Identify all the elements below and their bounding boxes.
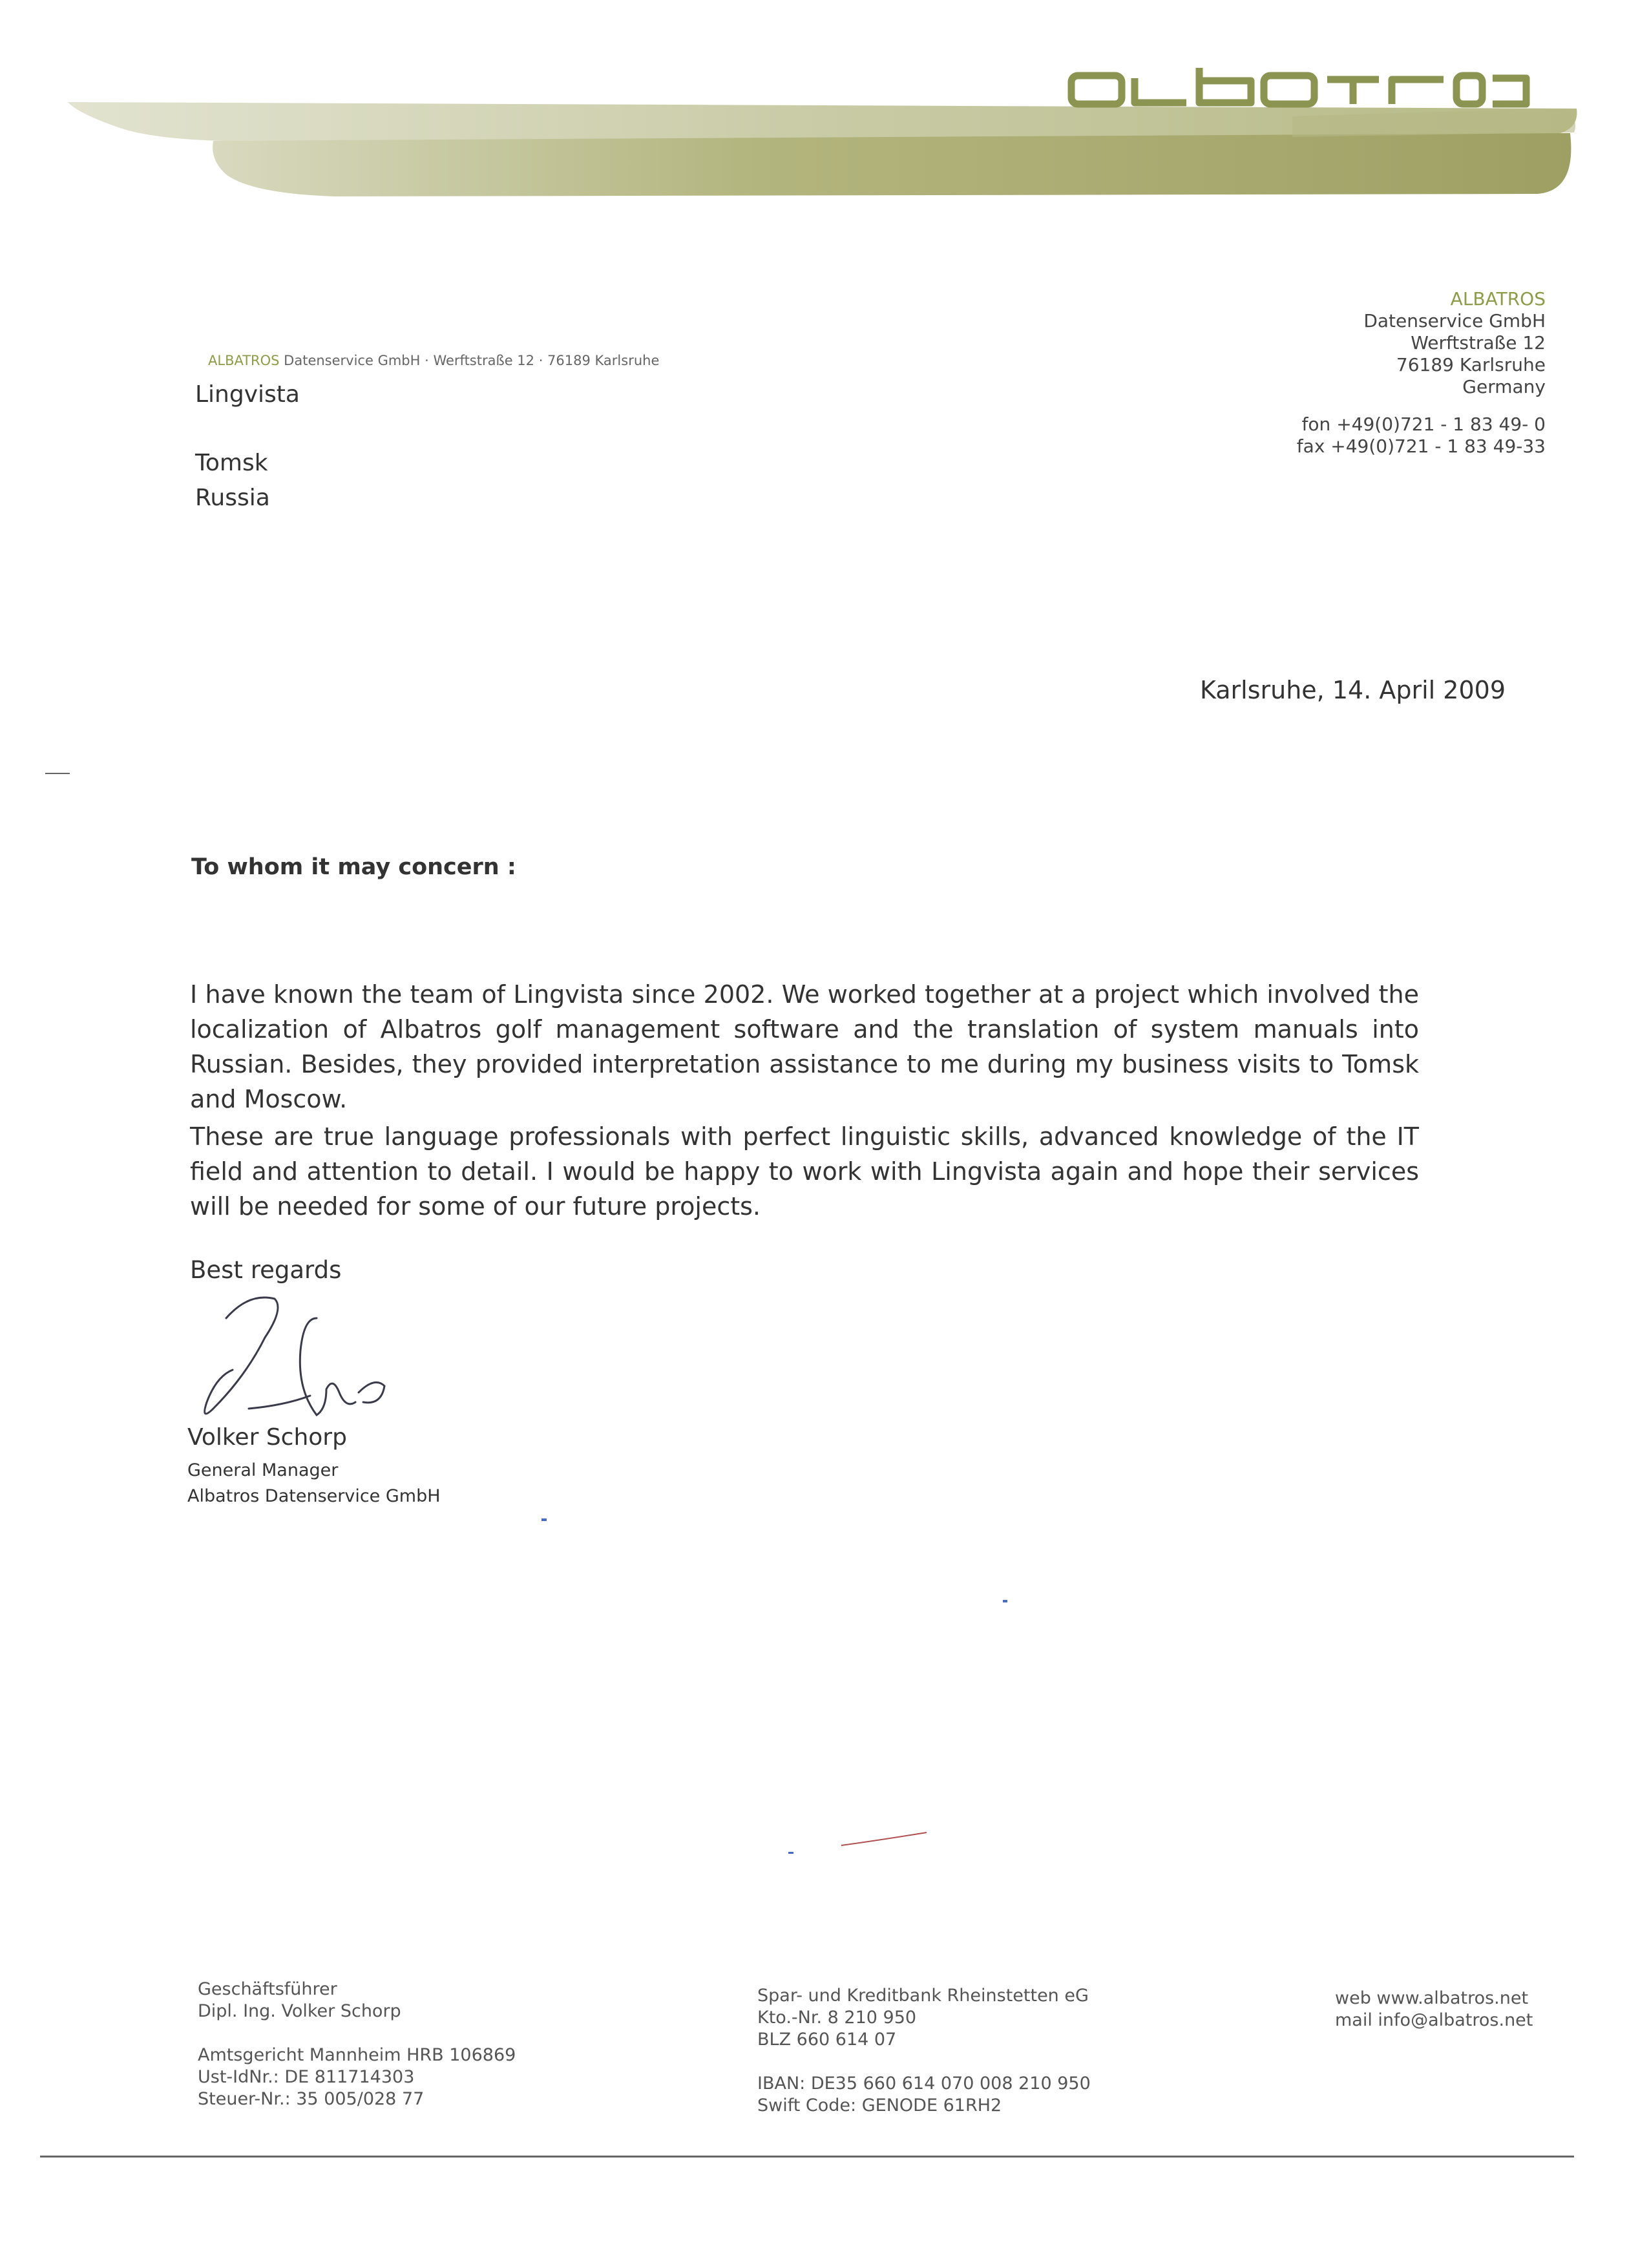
recipient-country: Russia [195, 485, 270, 511]
sender-city: 76189 Karlsruhe [1396, 354, 1546, 375]
recipient-city: Tomsk [195, 450, 268, 476]
footer-mail: mail info@albatros.net [1335, 2010, 1533, 2030]
sender-fax: fax +49(0)721 - 1 83 49-33 [1296, 436, 1546, 457]
footer-tax-no: Steuer-Nr.: 35 005/028 77 [198, 2089, 425, 2109]
footer-management-name: Dipl. Ing. Volker Schorp [198, 2001, 401, 2021]
salutation: To whom it may concern : [191, 854, 516, 880]
sender-brand: ALBATROS [1450, 288, 1546, 310]
sender-phone: fon +49(0)721 - 1 83 49- 0 [1301, 414, 1546, 435]
footer-web: web www.albatros.net [1335, 1988, 1529, 2008]
footer-account: Kto.-Nr. 8 210 950 [757, 2008, 917, 2028]
signatory-name: Volker Schorp [187, 1424, 347, 1451]
sender-line-brand: ALBATROS [208, 353, 280, 368]
sender-company: Datenservice GmbH [1363, 310, 1546, 331]
footer-management-label: Geschäftsführer [198, 1979, 337, 1999]
pen-stroke-mark [840, 1829, 930, 1848]
footer-court: Amtsgericht Mannheim HRB 106869 [198, 2045, 516, 2065]
footer-swift: Swift Code: GENODE 61RH2 [757, 2095, 1002, 2116]
signatory-title: General Manager [187, 1460, 339, 1480]
bottom-rule [40, 2156, 1574, 2158]
body-paragraph-1: I have known the team of Lingvista since 2002. We worked together at a project which involved the localization of Albatros golf management software and the translation of system manuals into Russian. Besides, they provided interpretation assistance to me during my business visits to Tomsk and Moscow. [190, 980, 1419, 1113]
signatory-company: Albatros Datenservice GmbH [187, 1486, 441, 1506]
sender-address-line [208, 353, 659, 368]
footer-company-info [198, 1979, 516, 2110]
footer-iban: IBAN: DE35 660 614 070 008 210 950 [757, 2074, 1091, 2094]
recipient-name: Lingvista [195, 381, 300, 408]
albatros-logo [1066, 61, 1531, 113]
sender-contact-block [1297, 414, 1546, 457]
handwritten-signature [187, 1279, 433, 1441]
footer-bank-info [757, 1985, 1091, 2117]
scan-speck [541, 1518, 547, 1521]
footer-contact [1335, 1988, 1533, 2032]
sender-street: Werftstraße 12 [1411, 332, 1546, 353]
footer-vat-id: Ust-IdNr.: DE 811714303 [198, 2067, 415, 2087]
fold-mark [45, 773, 70, 774]
sender-line-address: Datenservice GmbH · Werftstraße 12 · 76189 Karlsruhe [279, 353, 660, 368]
closing: Best regards [190, 1256, 342, 1284]
body-paragraph-2: These are true language professionals with perfect linguistic skills, advanced knowledge of the IT field and attention to detail. I would be happy to work with Lingvista again and hope their services will be needed for some of our future projects. [190, 1122, 1419, 1221]
letter-date: Karlsruhe, 14. April 2009 [1200, 676, 1506, 704]
sender-country: Germany [1462, 376, 1546, 397]
scan-speck [788, 1852, 793, 1854]
sender-address-block [1363, 288, 1546, 398]
scan-speck [1003, 1600, 1007, 1602]
footer-blz: BLZ 660 614 07 [757, 2030, 897, 2050]
footer-bank: Spar- und Kreditbank Rheinstetten eG [757, 1986, 1089, 2006]
